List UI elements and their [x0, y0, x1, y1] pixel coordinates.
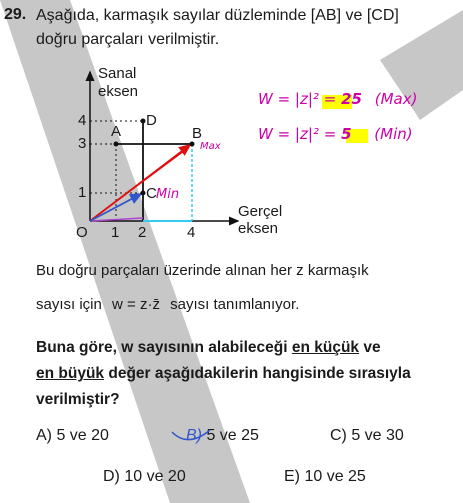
x-tick-2: 2	[138, 224, 147, 241]
x-tick-4: 4	[187, 224, 196, 241]
body-line-2	[36, 296, 299, 313]
label-a: A	[111, 123, 122, 140]
y-tick-3: 3	[78, 135, 87, 152]
option-b-letter: B)	[186, 427, 202, 444]
option-a[interactable]: A) 5 ve 20	[36, 427, 109, 444]
label-d: D	[146, 112, 157, 129]
prompt-l2-underline: en büyük	[36, 365, 105, 382]
prompt-l2-post: değer aşağıdakilerin hangisinde sırasıyla	[104, 365, 411, 382]
prompt-line-3: verilmiştir?	[36, 391, 120, 408]
option-c[interactable]: C) 5 ve 30	[330, 427, 404, 444]
prompt-l1-pre: Buna göre, w sayısının alabileceği	[36, 339, 292, 356]
option-b[interactable]	[186, 427, 259, 445]
prompt-line-2	[36, 365, 411, 383]
vector-to-c	[90, 194, 141, 221]
y-tick-4: 4	[78, 112, 87, 129]
note-max-formula: W = |z|² =	[258, 90, 337, 108]
point-c	[141, 191, 146, 196]
label-c: C	[146, 185, 157, 202]
hand-min-label: Min	[156, 187, 180, 202]
y-axis-label-1: Sanal	[98, 65, 137, 82]
note-min	[258, 125, 413, 143]
point-b	[190, 142, 195, 147]
body-line-2-pre: sayısı için	[36, 296, 102, 313]
note-min-tag: (Min)	[374, 125, 413, 143]
origin-label: O	[76, 224, 88, 241]
y-axis-label-2: eksen	[98, 83, 139, 100]
prompt-l1-post: ve	[359, 339, 381, 356]
x-axis-label-2: eksen	[238, 220, 279, 237]
x-axis-label-1: Gerçel	[238, 203, 283, 220]
note-max-value: 25	[341, 90, 362, 108]
question-line-2: doğru parçaları verilmiştir.	[36, 31, 220, 48]
prompt-l1-underline: en küçük	[291, 339, 360, 356]
prompt-line-1	[36, 339, 381, 357]
body-line-1: Bu doğru parçaları üzerinde alınan her z karmaşık	[36, 262, 369, 279]
x-tick-1: 1	[111, 224, 120, 241]
option-d[interactable]: D) 10 ve 20	[103, 468, 186, 485]
option-e[interactable]: E) 10 ve 25	[284, 468, 366, 485]
body-line-2-post: sayısı tanımlanıyor.	[170, 296, 300, 313]
body-formula: w = z·z̄	[112, 296, 160, 313]
note-min-formula: W = |z|² =	[258, 125, 337, 143]
question-line-1: Aşağıda, karmaşık sayılar düzleminde [AB] ve [CD]	[36, 7, 399, 24]
note-max	[258, 90, 417, 108]
point-d	[141, 119, 146, 124]
option-b-text: 5 ve 25	[206, 427, 259, 444]
question-number: 29.	[4, 6, 27, 23]
y-tick-1: 1	[78, 184, 87, 201]
label-b: B	[192, 125, 203, 142]
note-max-tag: (Max)	[374, 90, 418, 108]
point-a	[114, 142, 119, 147]
note-min-value: 5	[341, 125, 352, 143]
hand-max-label: Max	[200, 141, 221, 152]
